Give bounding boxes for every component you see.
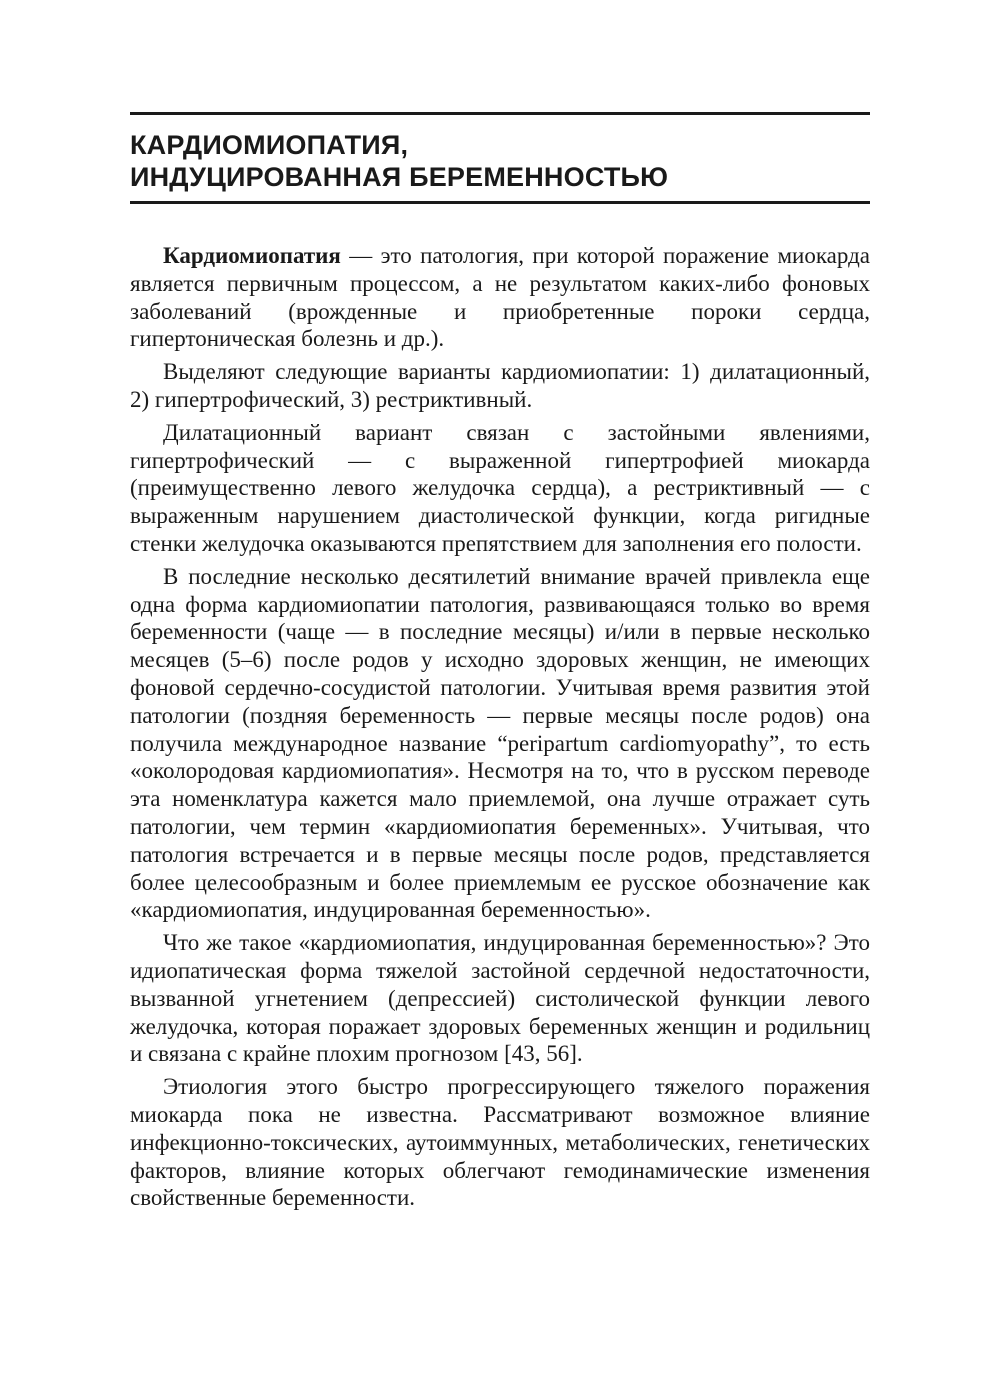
paragraph-text: — это патология, при которой поражение миокарда является первичным процессом, а не результатом каких-либо фоновых заболеваний (врожденные и приобретенные пороки сердца, гипертоническая болезнь и др.). <box>130 243 870 352</box>
paragraph-definition <box>130 242 870 353</box>
book-page <box>130 112 870 1217</box>
chapter-heading-line-2: ИНДУЦИРОВАННАЯ БЕРЕМЕННОСТЬЮ <box>130 162 669 192</box>
term-cardiomyopathy: Кардиомиопатия <box>163 243 341 268</box>
heading-top-rule <box>130 112 870 115</box>
paragraph-etiology: Этиология этого быстро прогрессирующего тяжелого поражения миокарда пока не известна. Рассматривают возможное влияние инфекционно-токсических, аутоиммунных, метаболических, генетических факторов, влияние которых облегчают гемодинамические изменения свойственные беременности. <box>130 1074 870 1211</box>
paragraph-peripartum: В последние несколько десятилетий внимание врачей привлекла еще одна форма кардиомиопатии патология, развивающаяся только во время беременности (чаще — в последние месяцы) и/или в первые несколько месяцев (5–6) после родов у исходно здоровых женщин, не имеющих фоновой сердечно-сосудистой патологии. Учитывая время развития этой патологии (поздняя беременность — первые месяцы после родов) она получила международное название “peripartum cardiomyopathy”, то есть «околородовая кардиомиопатия». Несмотря на то, что в русском переводе эта номенклатура кажется мало приемлемой, она лучше отражает суть патологии, чем термин «кардиомиопатия беременных». Учитывая, что патология встречается и в первые месяцы после родов, представляется более целесообразным и более приемлемым ее русское обозначение как «кардиомиопатия, индуцированная беременностью». <box>130 563 870 923</box>
body-text <box>130 242 870 1212</box>
chapter-heading-line-1: КАРДИОМИОПАТИЯ, <box>130 130 409 160</box>
paragraph-variants: Выделяют следующие варианты кардиомиопатии: 1) дилатационный, 2) гипертрофический, 3) рестриктивный. <box>130 359 870 412</box>
paragraph-variant-description: Дилатационный вариант связан с застойными явлениями, гипертрофический — с выраженной гипертрофией миокарда (преимущественно левого желудочка сердца), а рестриктивный — с выраженным нарушением диастолической функции, когда ригидные стенки желудочка оказываются препятствием для заполнения его полости. <box>130 419 870 556</box>
chapter-heading <box>130 129 870 193</box>
paragraph-definition-peripartum: Что же такое «кардиомиопатия, индуцированная беременностью»? Это идиопатическая форма тяжелой застойной сердечной недостаточности, вызванной угнетением (депрессией) систолической функции левого желудочка, которая поражает здоровых беременных женщин и родильниц и связана с крайне плохим прогнозом [43, 56]. <box>130 930 870 1067</box>
heading-bottom-rule <box>130 201 870 204</box>
